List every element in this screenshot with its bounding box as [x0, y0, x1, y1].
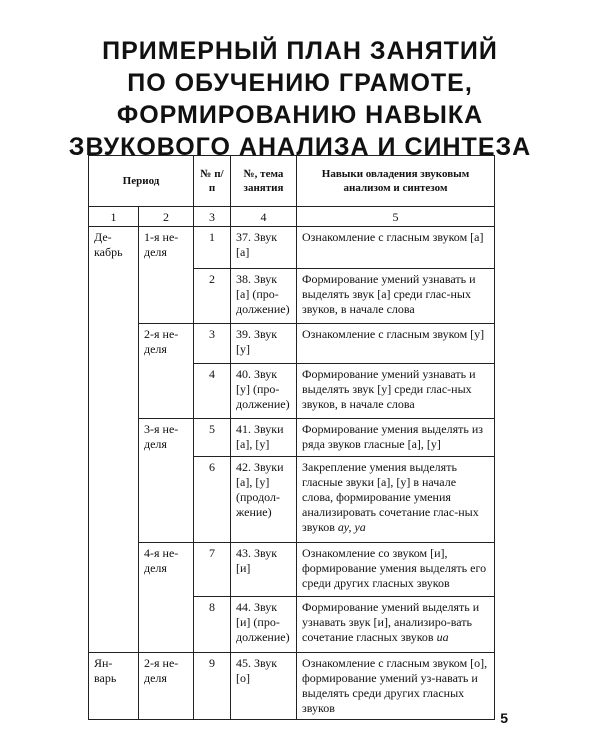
row-num: 1	[194, 227, 231, 269]
table-row	[89, 653, 495, 720]
row-topic: 40. Звук [у] (про-должение)	[231, 364, 297, 419]
column-number-row	[89, 207, 495, 227]
row-skill: Ознакомление с гласным звуком [у]	[297, 324, 495, 364]
header-topic: №, тема занятия	[231, 156, 297, 207]
column-number: 3	[194, 207, 231, 227]
row-topic: 41. Звуки [а], [у]	[231, 419, 297, 457]
table-row	[89, 419, 495, 457]
row-num: 5	[194, 419, 231, 457]
row-topic: 43. Звук [и]	[231, 543, 297, 597]
page-title	[0, 35, 600, 163]
row-num: 8	[194, 597, 231, 653]
row-topic: 37. Звук [а]	[231, 227, 297, 269]
row-skill	[297, 597, 495, 653]
week-3: 3-я не-деля	[139, 419, 194, 543]
row-skill: Формирование умений узнавать и выделять звук [а] среди глас-ных звуков, в начале слова	[297, 269, 495, 324]
week-2: 2-я не-деля	[139, 324, 194, 419]
row-skill: Формирование умений узнавать и выделять звук [у] среди глас-ных звуков, в начале слова	[297, 364, 495, 419]
row-skill: Ознакомление со звуком [и], формирование умения выделять его среди других гласных звуков	[297, 543, 495, 597]
header-skills: Навыки овладения звуковым анализом и синтезом	[297, 156, 495, 207]
table-row	[89, 324, 495, 364]
row-skill-text: Формирование умений выделять и узнавать звук [и], анализиро-вать сочетание гласных звуков	[302, 600, 480, 644]
row-num: 7	[194, 543, 231, 597]
row-skill: Ознакомление с гласным звуком [о], формирование умений уз-навать и выделять среди других гласных звуков	[297, 653, 495, 720]
row-skill: Ознакомление с гласным звуком [а]	[297, 227, 495, 269]
week-4: 4-я не-деля	[139, 543, 194, 653]
page-number: 5	[500, 710, 508, 726]
row-topic: 45. Звук [о]	[231, 653, 297, 720]
column-number: 2	[139, 207, 194, 227]
row-skill: Формирование умения выделять из ряда звуков гласные [а], [у]	[297, 419, 495, 457]
row-skill	[297, 457, 495, 543]
month-december: Де-кабрь	[89, 227, 139, 653]
row-num: 4	[194, 364, 231, 419]
lesson-plan-table	[88, 155, 495, 720]
row-num: 9	[194, 653, 231, 720]
row-skill-text: Закрепление умения выделять гласные звуки [а], [у] в начале слова, формирование умения анализировать сочетание глас-ных звуков	[302, 460, 479, 534]
month-january: Ян-варь	[89, 653, 139, 720]
table-row	[89, 543, 495, 597]
row-topic: 38. Звук [а] (про-должение)	[231, 269, 297, 324]
header-period: Период	[89, 156, 194, 207]
title-line-1: ПРИМЕРНЫЙ ПЛАН ЗАНЯТИЙ	[102, 37, 498, 65]
row-skill-italic: ау, уа	[337, 520, 366, 534]
row-topic: 44. Звук [и] (про-должение)	[231, 597, 297, 653]
week-1: 1-я не-деля	[139, 227, 194, 324]
week-jan-2: 2-я не-деля	[139, 653, 194, 720]
row-num: 3	[194, 324, 231, 364]
title-line-2: ПО ОБУЧЕНИЮ ГРАМОТЕ,	[127, 69, 473, 97]
row-topic: 39. Звук [у]	[231, 324, 297, 364]
column-number: 1	[89, 207, 139, 227]
row-num: 6	[194, 457, 231, 543]
header-row	[89, 156, 495, 207]
row-topic: 42. Звуки [а], [у] (продол-жение)	[231, 457, 297, 543]
header-num: № п/п	[194, 156, 231, 207]
table-row	[89, 227, 495, 269]
row-num: 2	[194, 269, 231, 324]
title-line-3: ФОРМИРОВАНИЮ НАВЫКА	[116, 101, 484, 129]
row-skill-italic: иа	[436, 630, 449, 644]
column-number: 4	[231, 207, 297, 227]
column-number: 5	[297, 207, 495, 227]
title-line-4: ЗВУКОВОГО АНАЛИЗА И СИНТЕЗА	[68, 133, 532, 161]
